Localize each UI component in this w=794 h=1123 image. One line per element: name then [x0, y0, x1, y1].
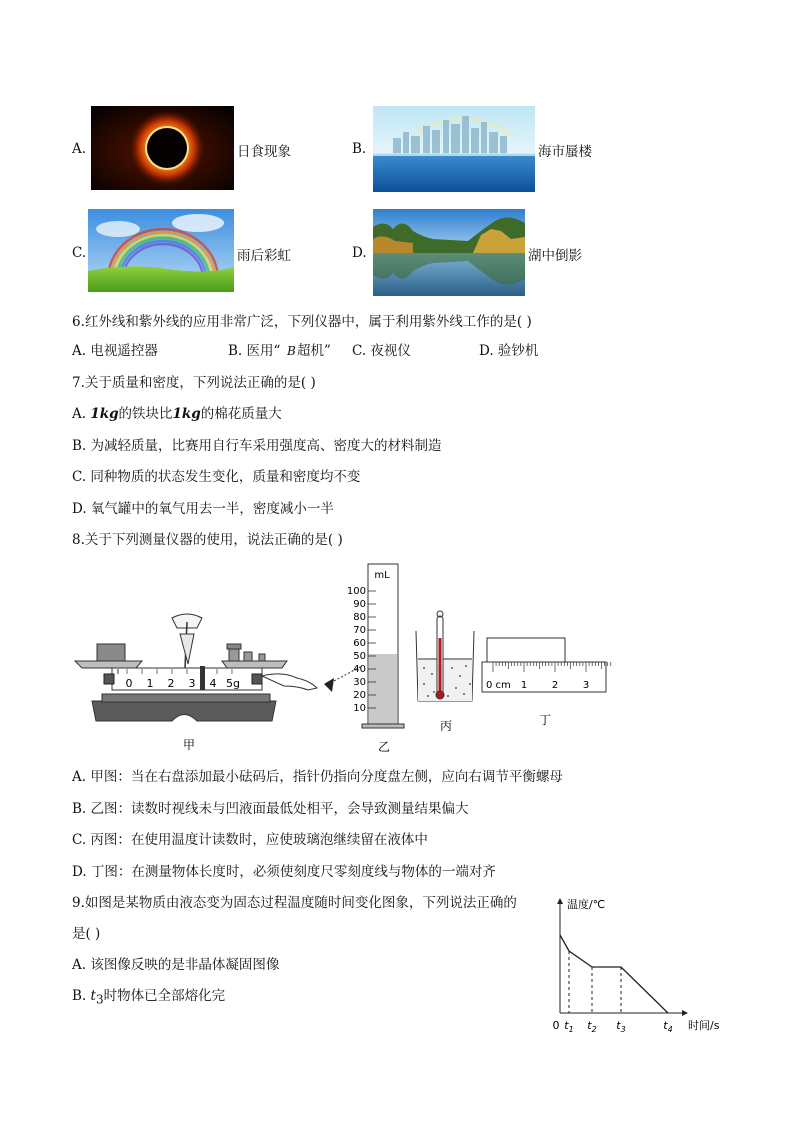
beaker-thermometer	[416, 611, 474, 701]
q9-b-symbol: t	[90, 988, 96, 1004]
graph-xlabel: 时间/s	[688, 1019, 720, 1032]
figure-ding-label: 丁	[538, 713, 552, 727]
ruler-label: 0 cm	[486, 680, 511, 691]
figure-bing-label: 丙	[439, 719, 453, 733]
cylinder-tick: 70	[353, 625, 366, 636]
option-d-letter: D.	[352, 245, 367, 261]
graph-tick-t3: $t_3$	[616, 1019, 626, 1034]
q6-option-d: D. 验钞机	[479, 343, 539, 359]
q8-stem: 8.关于下列测量仪器的使用，说法正确的是( )	[72, 532, 343, 548]
figure-jia-label: 甲	[182, 738, 196, 752]
graph-tick-t1: $t_1$	[564, 1019, 574, 1034]
graph-ylabel: 温度/℃	[567, 898, 606, 911]
q9-b-text: 时物体已全部熔化完	[103, 988, 226, 1004]
graduated-cylinder	[362, 564, 404, 728]
cylinder-tick: 10	[353, 703, 366, 714]
cylinder-tick: 60	[353, 638, 366, 649]
option-b-letter: B.	[352, 141, 367, 157]
graph-tick-t4: $t_4$	[663, 1019, 673, 1034]
balance-figure	[75, 614, 317, 721]
q7-a-mid: 的铁块比	[118, 406, 173, 422]
figure-yi-label: 乙	[377, 740, 391, 754]
option-c-letter: C.	[72, 245, 87, 261]
q8-measurement-figure	[72, 556, 612, 756]
q9-option-a: A. 该图像反映的是非晶体凝固图像	[72, 957, 280, 973]
q9-stem-line1: 9.如图是某物质由液态变为固态过程温度随时间变化图象，下列说法正确的	[72, 895, 517, 911]
ruler-label: 1	[520, 680, 528, 691]
graph-origin: 0	[552, 1019, 560, 1032]
q9-option-b	[72, 986, 225, 1010]
cylinder-tick: 40	[353, 664, 366, 675]
q9-b-prefix: B.	[72, 988, 91, 1004]
q7-option-c: C. 同种物质的状态发生变化，质量和密度均不变	[72, 469, 361, 485]
cylinder-tick: 100	[346, 586, 366, 597]
q7-a-unit1: 1kg	[90, 406, 119, 422]
q9-b-subscript: 3	[95, 992, 104, 1007]
ruler-label: 3	[582, 680, 590, 691]
option-a-caption: 日食现象	[237, 144, 291, 160]
cooling-curve-graph	[545, 893, 735, 1043]
mirage-image	[373, 106, 535, 192]
balance-scale-tick: 3	[188, 677, 196, 690]
cylinder-tick: 80	[353, 612, 366, 623]
balance-scale-tick: 2	[167, 677, 175, 690]
q7-a-suffix: 的棉花质量大	[200, 406, 282, 422]
q6-option-b-prefix: B. 医用“	[228, 343, 281, 359]
option-b-caption: 海市蜃楼	[538, 144, 592, 160]
q7-a-unit2: 1kg	[172, 406, 201, 422]
q8-option-a: A. 甲图：当在右盘添加最小砝码后，指针仍指向分度盘左侧，应向右调节平衡螺母	[72, 769, 563, 785]
cylinder-tick-labels	[347, 586, 366, 714]
q6-option-b-suffix: 超机”	[297, 343, 331, 359]
balance-scale-tick: 0	[125, 677, 133, 690]
q8-option-d: D. 丁图：在测量物体长度时，必须使刻度尺零刻度线与物体的一端对齐	[72, 864, 496, 880]
option-c-caption: 雨后彩虹	[237, 248, 291, 264]
balance-scale-tick: 4	[209, 677, 217, 690]
rainbow-image	[88, 209, 234, 292]
q7-stem: 7.关于质量和密度，下列说法正确的是( )	[72, 375, 316, 391]
q8-option-b: B. 乙图：读数时视线未与凹液面最低处相平，会导致测量结果偏大	[72, 801, 469, 817]
q7-option-a	[72, 404, 282, 424]
cylinder-tick: 20	[353, 690, 366, 701]
solar-eclipse-image	[91, 106, 234, 190]
option-d-caption: 湖中倒影	[528, 248, 582, 264]
cylinder-unit-label: mL	[374, 570, 390, 581]
q8-option-c: C. 丙图：在使用温度计读数时，应使玻璃泡继续留在液体中	[72, 832, 428, 848]
ruler-label: 2	[551, 680, 559, 691]
q9-stem-line2: 是( )	[72, 926, 101, 942]
q6-stem: 6.红外线和紫外线的应用非常广泛，下列仪器中，属于利用紫外线工作的是( )	[72, 314, 532, 330]
q6-option-a: A. 电视遥控器	[72, 343, 158, 359]
q7-option-d: D. 氧气罐中的氧气用去一半，密度减小一半	[72, 501, 334, 517]
cylinder-tick: 90	[353, 599, 366, 610]
eye-icon	[324, 678, 334, 692]
option-a-letter: A.	[72, 141, 87, 157]
balance-scale-tick: 5g	[226, 677, 240, 690]
lake-reflection-image	[373, 209, 525, 296]
cylinder-tick: 30	[353, 677, 366, 688]
cylinder-tick: 50	[353, 651, 366, 662]
balance-scale-tick: 1	[146, 677, 154, 690]
graph-tick-t2: $t_2$	[587, 1019, 597, 1034]
q7-option-b: B. 为减轻质量，比赛用自行车采用强度高、密度大的材料制造	[72, 438, 442, 454]
q6-option-c: C. 夜视仪	[352, 343, 411, 359]
q6-option-b-symbol: B	[287, 344, 296, 358]
q7-a-prefix: A.	[72, 406, 91, 422]
